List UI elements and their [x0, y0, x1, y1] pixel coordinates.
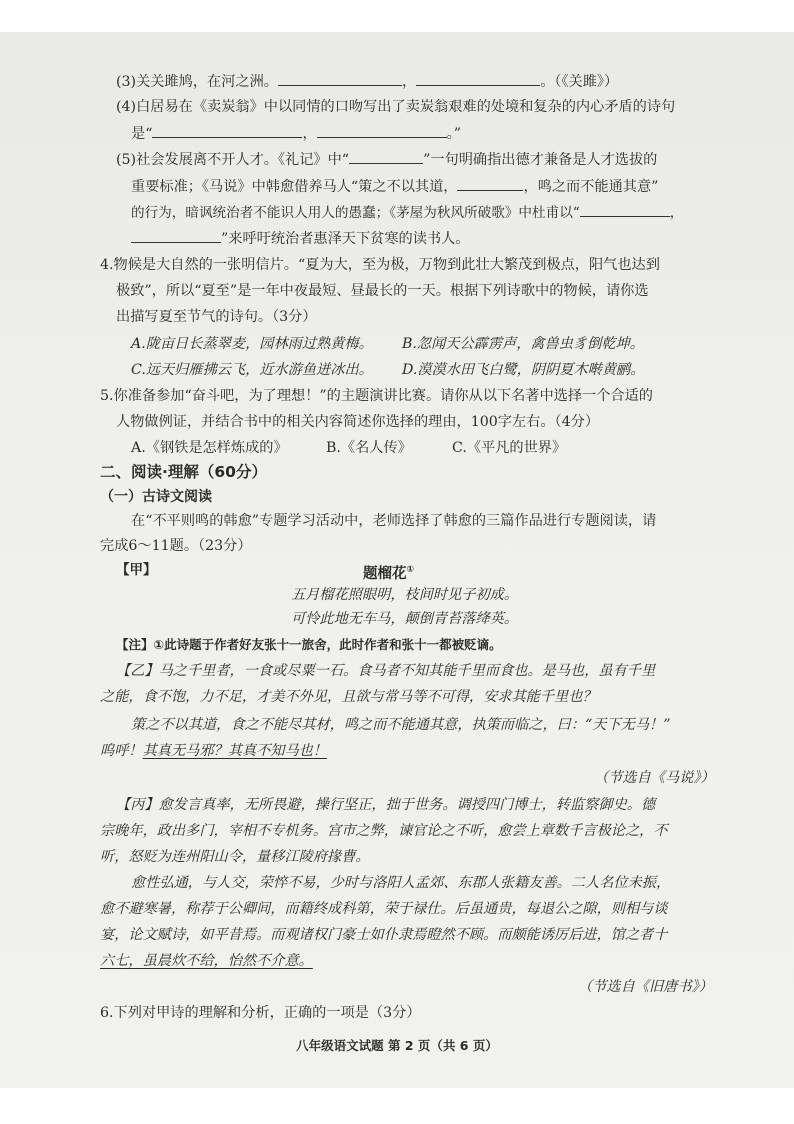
- q4-stem-line3: 出描写夏至节气的诗句。（3分）: [116, 309, 317, 325]
- passage-bing-line6: 宴，论文赋诗，如平昔焉。而观诸权门豪士如仆隶焉瞪然不顾。而颇能诱厉后进，馆之者十: [100, 927, 668, 943]
- q3-item5: (5)社会发展离不开人才。《礼记》中“ ”一句明确指出德才兼备是人才选拔的: [116, 152, 658, 168]
- q5-option-a[interactable]: A.《钢铁是怎样炼成的》: [131, 440, 288, 456]
- passage-bing-line5: 愈不避寒暑，称荐于公卿间，而籍终成科第，荣于禄仕。后虽通贵，每退公之隙，则相与谈: [100, 901, 668, 917]
- section-intro-line2: 完成6～11题。（23分）: [100, 538, 252, 554]
- subsection-heading: （一）古诗文阅读: [100, 489, 212, 505]
- passage-bing-line7: [100, 952, 313, 970]
- passage-bing-source: （节选自《旧唐书》）: [578, 979, 713, 995]
- section-intro-line1: 在“不平则鸣的韩愈”专题学习活动中，老师选择了韩愈的三篇作品进行专题阅读，请: [131, 513, 657, 529]
- q3-item4-answer: 是“ ， 。”: [131, 126, 461, 142]
- passage-bing-line2: 宗晚年，政出多门，宰相不专机务。宫市之弊，谏官论之不听，愈尝上章数千言极论之，不: [100, 823, 668, 839]
- q3-item4: (4)白居易在《卖炭翁》中以同情的口吻写出了卖炭翁艰难的处境和复杂的内心矛盾的诗句: [116, 99, 676, 115]
- q3-item5-line3: 的行为，暗讽统治者不能识人用人的愚蠢；《茅屋为秋风所破歌》中杜甫以“ ，: [131, 205, 684, 221]
- answer-blank[interactable]: [349, 150, 423, 164]
- q4-option-d[interactable]: D.漠漠水田飞白鹭，阴阴夏木啭黄鹂。: [402, 362, 645, 378]
- q3-item5-line4: ”来呼吁统治者惠泽天下贫寒的读书人。: [131, 229, 469, 248]
- passage-yi-line2: 之能，食不饱，力不足，才美不外见，且欲与常马等不可得，安求其能千里也？: [100, 689, 597, 705]
- answer-blank[interactable]: [317, 124, 447, 138]
- passage-yi-source: （节选自《马说》）: [594, 770, 715, 786]
- q6-stem: 6.下列对甲诗的理解和分析，正确的一项是（3分）: [100, 1005, 421, 1021]
- q5-option-c[interactable]: C.《平凡的世界》: [452, 440, 567, 456]
- passage-yi-line4: 呜呼！其真无马邪？其真不知马也！: [100, 743, 328, 759]
- poem-line2: 可怜此地无车马，颠倒青苔落绛英。: [291, 611, 519, 627]
- q3-item3: (3)关关雎鸠，在河之洲。 ， 。（《关雎》）: [116, 74, 619, 90]
- underlined-sentence: 其真无马邪？其真不知马也！: [142, 743, 328, 759]
- answer-blank[interactable]: [131, 229, 221, 243]
- answer-blank[interactable]: [580, 203, 670, 217]
- answer-blank[interactable]: [416, 72, 540, 86]
- q5-stem-line2: 人物做例证，并结合书中的相关内容简述你选择的理由，100字左右。（4分）: [116, 414, 600, 430]
- poem-title: 题榴花①: [363, 565, 415, 582]
- q4-option-c[interactable]: C.远天归雁拂云飞，近水游鱼迸冰出。: [131, 362, 373, 378]
- passage-bing-line3: 听，怒贬为连州阳山令，量移江陵府掾曹。: [100, 849, 370, 865]
- poem-note: 【注】①此诗题于作者好友张十一旅舍，此时作者和张十一都被贬谪。: [116, 637, 502, 652]
- page-footer: 八年级语文试题 第 2 页（共 6 页）: [296, 1038, 498, 1053]
- passage-yi-line1: 【乙】马之千里者，一食或尽粟一石。食马者不知其能千里而食也。是马也，虽有千里: [116, 663, 656, 679]
- passage-yi-line3: 策之不以其道，食之不能尽其材，鸣之而不能通其意，执策而临之，曰：“天下无马！”: [131, 717, 671, 733]
- passage-bing-line1: 【丙】愈发言真率，无所畏避，操行坚正，拙于世务。调授四门博士，转监察御史。德: [116, 797, 656, 813]
- passage-bing-line4: 愈性弘通，与人交，荣悴不易，少时与洛阳人孟郊、东郡人张籍友善。二人名位未振，: [131, 875, 671, 891]
- q5-stem-line1: 5.你准备参加“奋斗吧，为了理想！”的主题演讲比赛。请你从以下名著中选择一个合适的: [100, 388, 653, 404]
- section-heading: 二、阅读·理解（60分）: [100, 463, 267, 481]
- poem-line1: 五月榴花照眼明，枝间时见子初成。: [291, 587, 519, 603]
- q5-option-b[interactable]: B.《名人传》: [326, 440, 412, 456]
- underlined-sentence: 六七，虽晨炊不给，怡然不介意。: [100, 953, 313, 969]
- answer-blank[interactable]: [457, 177, 523, 191]
- q4-option-b[interactable]: B.忽闻天公霹雳声，禽兽虫豸倒乾坤。: [402, 336, 644, 352]
- q4-option-a[interactable]: A.陇亩日长蒸翠麦，园林雨过熟黄梅。: [131, 336, 373, 352]
- q4-stem-line1: 4.物候是大自然的一张明信片。“夏为大，至为极，万物到此壮大繁茂到极点，阳气也达到: [100, 257, 660, 273]
- exam-page: [0, 32, 794, 1088]
- answer-blank[interactable]: [278, 72, 402, 86]
- passage-jia-tag: 【甲】: [116, 562, 157, 578]
- answer-blank[interactable]: [152, 124, 302, 138]
- q4-stem-line2: 极致”，所以“夏至”是一年中夜最短、昼最长的一天。根据下列诗歌中的物候，请你选: [116, 283, 649, 299]
- q3-item5-line2: 重要标准；《马说》中韩愈借养马人“策之不以其道， ，鸣之而不能通其意”: [131, 179, 659, 195]
